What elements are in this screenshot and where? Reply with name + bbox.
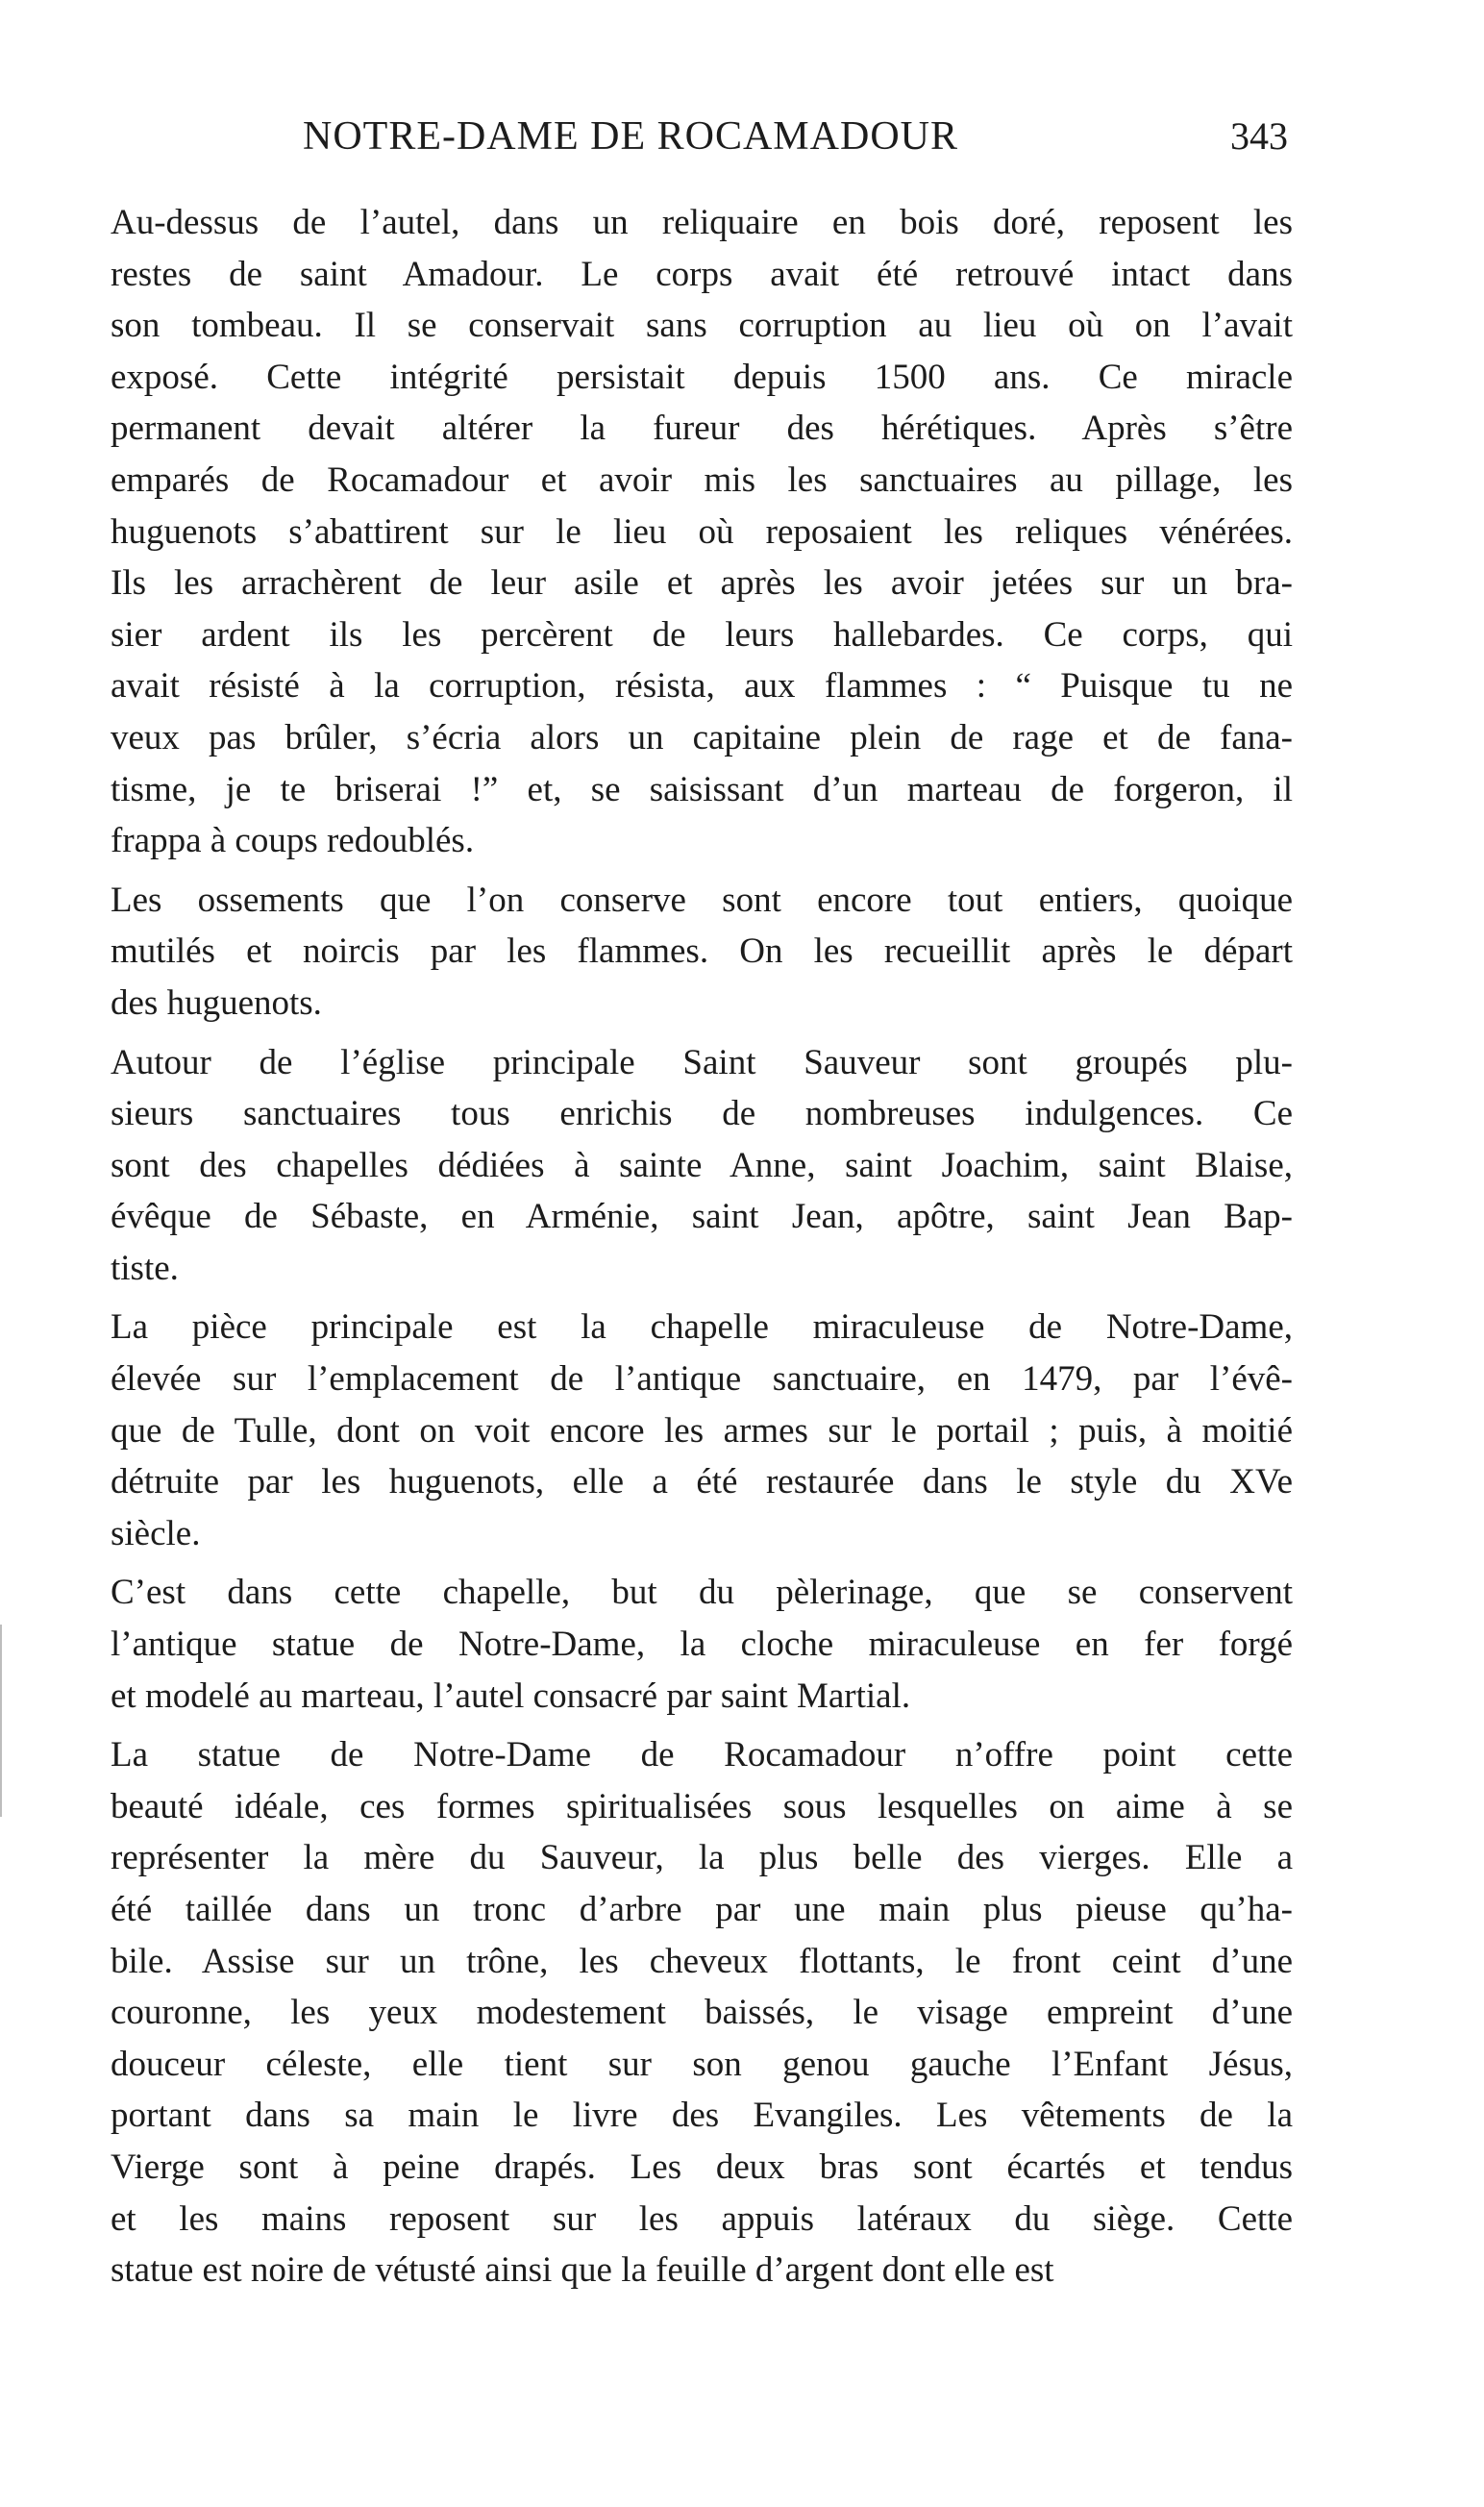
text-line: et les mains reposent sur les appuis latéraux du siège. Cette bbox=[111, 2198, 1293, 2239]
text-line: bile. Assise sur un trône, les cheveux flottants, le front ceint d’une bbox=[111, 1941, 1293, 1981]
text-line: l’antique statue de Notre-Dame, la cloche miraculeuse en fer forgé bbox=[111, 1625, 1293, 1665]
text-line: détruite par les huguenots, elle a été restaurée dans le style du XVe bbox=[111, 1462, 1293, 1502]
text-line: emparés de Rocamadour et avoir mis les sanctuaires au pillage, les bbox=[111, 459, 1293, 500]
paragraph bbox=[111, 875, 1293, 1030]
paragraph bbox=[111, 1302, 1293, 1559]
text-line: évêque de Sébaste, en Arménie, saint Jean, apôtre, saint Jean Bap- bbox=[111, 1197, 1293, 1237]
text-line: mutilés et noircis par les flammes. On les recueillit après le départ bbox=[111, 931, 1293, 972]
paragraph bbox=[111, 197, 1293, 867]
text-line: siècle. bbox=[111, 1513, 201, 1553]
text-line: portant dans sa main le livre des Evangiles. Les vêtements de la bbox=[111, 2096, 1293, 2136]
text-line: des huguenots. bbox=[111, 982, 322, 1023]
text-line: La statue de Notre-Dame de Rocamadour n’offre point cette bbox=[111, 1735, 1293, 1775]
text-line: exposé. Cette intégrité persistait depuis 1500 ans. Ce miracle bbox=[111, 357, 1293, 397]
text-line: sier ardent ils les percèrent de leurs hallebardes. Ce corps, qui bbox=[111, 614, 1293, 655]
text-line: Ils les arrachèrent de leur asile et après les avoir jetées sur un bra- bbox=[111, 563, 1293, 604]
text-line: élevée sur l’emplacement de l’antique sanctuaire, en 1479, par l’évê- bbox=[111, 1359, 1293, 1400]
text-line: couronne, les yeux modestement baissés, le visage empreint d’une bbox=[111, 1993, 1293, 2033]
text-line: huguenots s’abattirent sur le lieu où reposaient les reliques vénérées. bbox=[111, 511, 1293, 552]
page-number: 343 bbox=[1230, 114, 1288, 158]
text-line: veux pas brûler, s’écria alors un capitaine plein de rage et de fana- bbox=[111, 717, 1293, 757]
text-line: représenter la mère du Sauveur, la plus belle des vierges. Elle a bbox=[111, 1838, 1293, 1878]
text-line: sont des chapelles dédiées à sainte Anne, saint Joachim, saint Blaise, bbox=[111, 1145, 1293, 1185]
paragraph bbox=[111, 1567, 1293, 1722]
text-line: frappa à coups redoublés. bbox=[111, 821, 475, 861]
page-header bbox=[106, 113, 1288, 171]
text-line: permanent devait altérer la fureur des hérétiques. Après s’être bbox=[111, 409, 1293, 449]
running-title: NOTRE-DAME DE ROCAMADOUR bbox=[303, 114, 958, 159]
text-line: avait résisté à la corruption, résista, aux flammes : “ Puisque tu ne bbox=[111, 666, 1293, 707]
text-line: Au-dessus de l’autel, dans un reliquaire en bois doré, reposent les bbox=[111, 203, 1293, 242]
text-line: Les ossements que l’on conserve sont encore tout entiers, quoique bbox=[111, 880, 1293, 920]
scan-edge-mark bbox=[0, 1625, 2, 1817]
text-line: Autour de l’église principale Saint Sauveur sont groupés plu- bbox=[111, 1042, 1293, 1082]
paragraph bbox=[111, 1037, 1293, 1295]
text-line: sieurs sanctuaires tous enrichis de nombreuses indulgences. Ce bbox=[111, 1094, 1293, 1134]
text-line: tiste. bbox=[111, 1248, 179, 1288]
text-line: douceur céleste, elle tient sur son genou gauche l’Enfant Jésus, bbox=[111, 2044, 1293, 2084]
text-line: que de Tulle, dont on voit encore les armes sur le portail ; puis, à moitié bbox=[111, 1410, 1293, 1451]
text-line: beauté idéale, ces formes spiritualisées sous lesquelles on aime à se bbox=[111, 1786, 1293, 1826]
text-line: été taillée dans un tronc d’arbre par une main plus pieuse qu’ha- bbox=[111, 1890, 1293, 1929]
body-text bbox=[111, 197, 1293, 2304]
text-line: et modelé au marteau, l’autel consacré par saint Martial. bbox=[111, 1675, 911, 1716]
text-line: restes de saint Amadour. Le corps avait été retrouvé intact dans bbox=[111, 254, 1293, 294]
text-line: statue est noire de vétusté ainsi que la feuille d’argent dont elle est bbox=[111, 2250, 1054, 2291]
text-line: son tombeau. Il se conservait sans corruption au lieu où on l’avait bbox=[111, 306, 1293, 346]
text-line: C’est dans cette chapelle, but du pèlerinage, que se conservent bbox=[111, 1573, 1293, 1613]
text-line: Vierge sont à peine drapés. Les deux bras sont écartés et tendus bbox=[111, 2147, 1293, 2187]
paragraph bbox=[111, 1729, 1293, 2296]
text-line: La pièce principale est la chapelle miraculeuse de Notre-Dame, bbox=[111, 1307, 1293, 1348]
text-line: tisme, je te briserai !” et, se saisissant d’un marteau de forgeron, il bbox=[111, 769, 1293, 809]
